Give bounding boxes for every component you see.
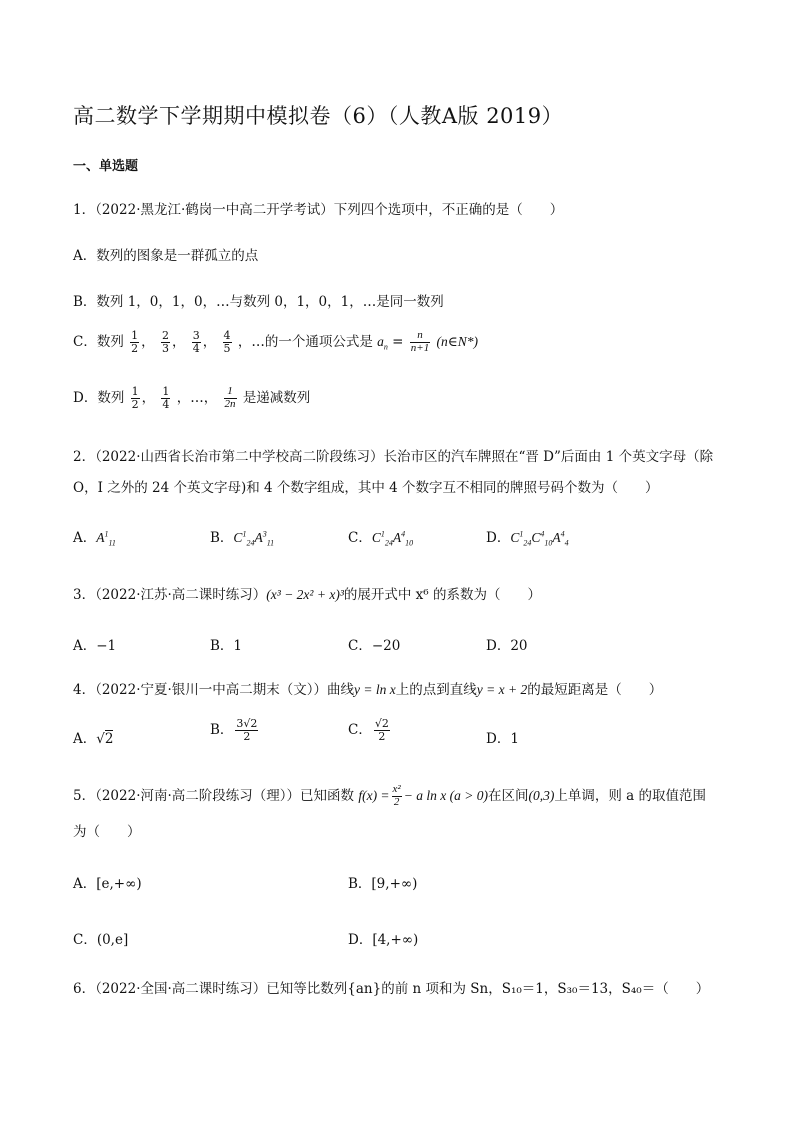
q1-d-dots: ，…， xyxy=(176,390,218,406)
q2-stem-line1: 2．（2022·山西省长治市第二中学校高二阶段练习）长治市区的汽车牌照在“晋 D”后面由 1 个英文字母（除 xyxy=(73,449,714,465)
q4-option-d: D．1 xyxy=(486,731,519,747)
q1-c-frac-4: $\frac{4}{5}$ xyxy=(223,329,231,355)
section-heading: 一、单选题 xyxy=(73,159,139,174)
q4-stem: 4．（2022·宁夏·银川一中高二期末（文））曲线y = ln x上的点到直线y = x + 2的最短距离是（ ） xyxy=(73,682,663,698)
q2-option-d: D．$C^1_{24}C^4_{10}A^4_4$ xyxy=(486,529,569,548)
q2-option-c: C．$C^1_{24}A^4_{10}$ xyxy=(348,529,414,548)
q1-option-a: A．数列的图象是一群孤立的点 xyxy=(73,248,259,264)
q1-stem: 1．（2022·黑龙江·鹤岗一中高二开学考试）下列四个选项中，不正确的是（ ） xyxy=(73,202,564,218)
q1-d-frac-1: $\frac{1}{2}$ xyxy=(131,385,139,411)
q1-d-frac-2: $\frac{1}{4}$ xyxy=(162,385,170,411)
q5-stem-line2: 为（ ） xyxy=(73,824,141,840)
q1-option-d: D．数列 $\frac{1}{2}$ ， $\frac{1}{4}$ ，…， $\frac{1}{2n}$ 是递减数列 xyxy=(73,385,311,411)
q3-option-c: C．−20 xyxy=(348,638,401,654)
q4-option-b: B． $\frac{3√2}{2}$ xyxy=(210,717,258,743)
q3-option-a: A．−1 xyxy=(73,638,117,654)
q3-option-d: D．20 xyxy=(486,638,528,654)
q3-expression: (x³ − 2x² + x)³ xyxy=(266,587,344,602)
q1-option-c: C．数列 $\frac{1}{2}$ ， $\frac{2}{3}$ ， $\frac{3}{4}$ ， $\frac{4}{5}$ ，…的一个通项公式是 $a_n$ = $\frac{n}{n+1}$ (n∈N*) xyxy=(73,329,479,355)
q2-option-a: A．$A^1_{11}$ xyxy=(73,529,116,548)
q6-stem: 6．（2022·全国·高二课时练习）已知等比数列{an}的前 n 项和为 Sn，S₁₀＝1，S₃₀＝13，S₄₀＝（ ） xyxy=(73,981,710,997)
q3-stem: 3．（2022·江苏·高二课时练习）(x³ − 2x² + x)³的展开式中 x⁶ 的系数为（ ） xyxy=(73,587,541,603)
q1-c-frac-1: $\frac{1}{2}$ xyxy=(131,329,139,355)
q1-c-frac-2: $\frac{2}{3}$ xyxy=(161,329,169,355)
q1-d-prefix: D．数列 xyxy=(73,390,125,406)
page-title: 高二数学下学期期中模拟卷（6）（人教A版 2019） xyxy=(73,104,564,128)
q5-option-c: C．(0,e] xyxy=(73,932,129,948)
q2-stem-line2: O，I 之外的 24 个英文字母)和 4 个数字组成，其中 4 个数字互不相同的牌照号码个数为（ ） xyxy=(73,480,659,496)
q1-c-formula-frac: $\frac{n}{n+1}$ xyxy=(410,329,430,354)
q1-c-mid: ，…的一个通项公式是 xyxy=(237,334,373,350)
q1-c-formula-cond: (n∈N*) xyxy=(436,334,479,349)
q5-stem-line1: 5．（2022·河南·高二阶段练习（理））已知函数 f(x) = $\frac{\text{x²}}{2}$ − a ln x (a > 0)在区间(0,3)上单调，则 a 的取值范围 xyxy=(73,783,706,808)
q1-d-frac-last: $\frac{1}{2n}$ xyxy=(224,385,236,410)
q1-d-suffix: 是递减数列 xyxy=(242,390,311,406)
q4-line: y = x + 2 xyxy=(476,682,528,697)
q1-c-formula-lhs: $a_n$ xyxy=(377,334,388,352)
q4-option-a: A．√2 xyxy=(73,731,114,747)
q1-c-frac-3: $\frac{3}{4}$ xyxy=(192,329,200,355)
q1-option-b: B．数列 1，0，1，0，…与数列 0，1，0，1，…是同一数列 xyxy=(73,294,444,310)
q5-option-d: D．[4,+∞) xyxy=(348,932,419,948)
q3-option-b: B．1 xyxy=(210,638,243,654)
q4-option-c: C． $\frac{√2}{2}$ xyxy=(348,717,389,743)
q4-curve: y = ln x xyxy=(354,682,396,697)
q1-c-prefix: C．数列 xyxy=(73,334,124,350)
q5-option-b: B．[9,+∞) xyxy=(348,876,418,892)
q2-option-b: B．$C^1_{24}A^3_{11}$ xyxy=(210,529,275,548)
q5-option-a: A．[e,+∞) xyxy=(73,876,142,892)
q5-func-frac: $\frac{\text{x²}}{2}$ xyxy=(392,783,401,808)
